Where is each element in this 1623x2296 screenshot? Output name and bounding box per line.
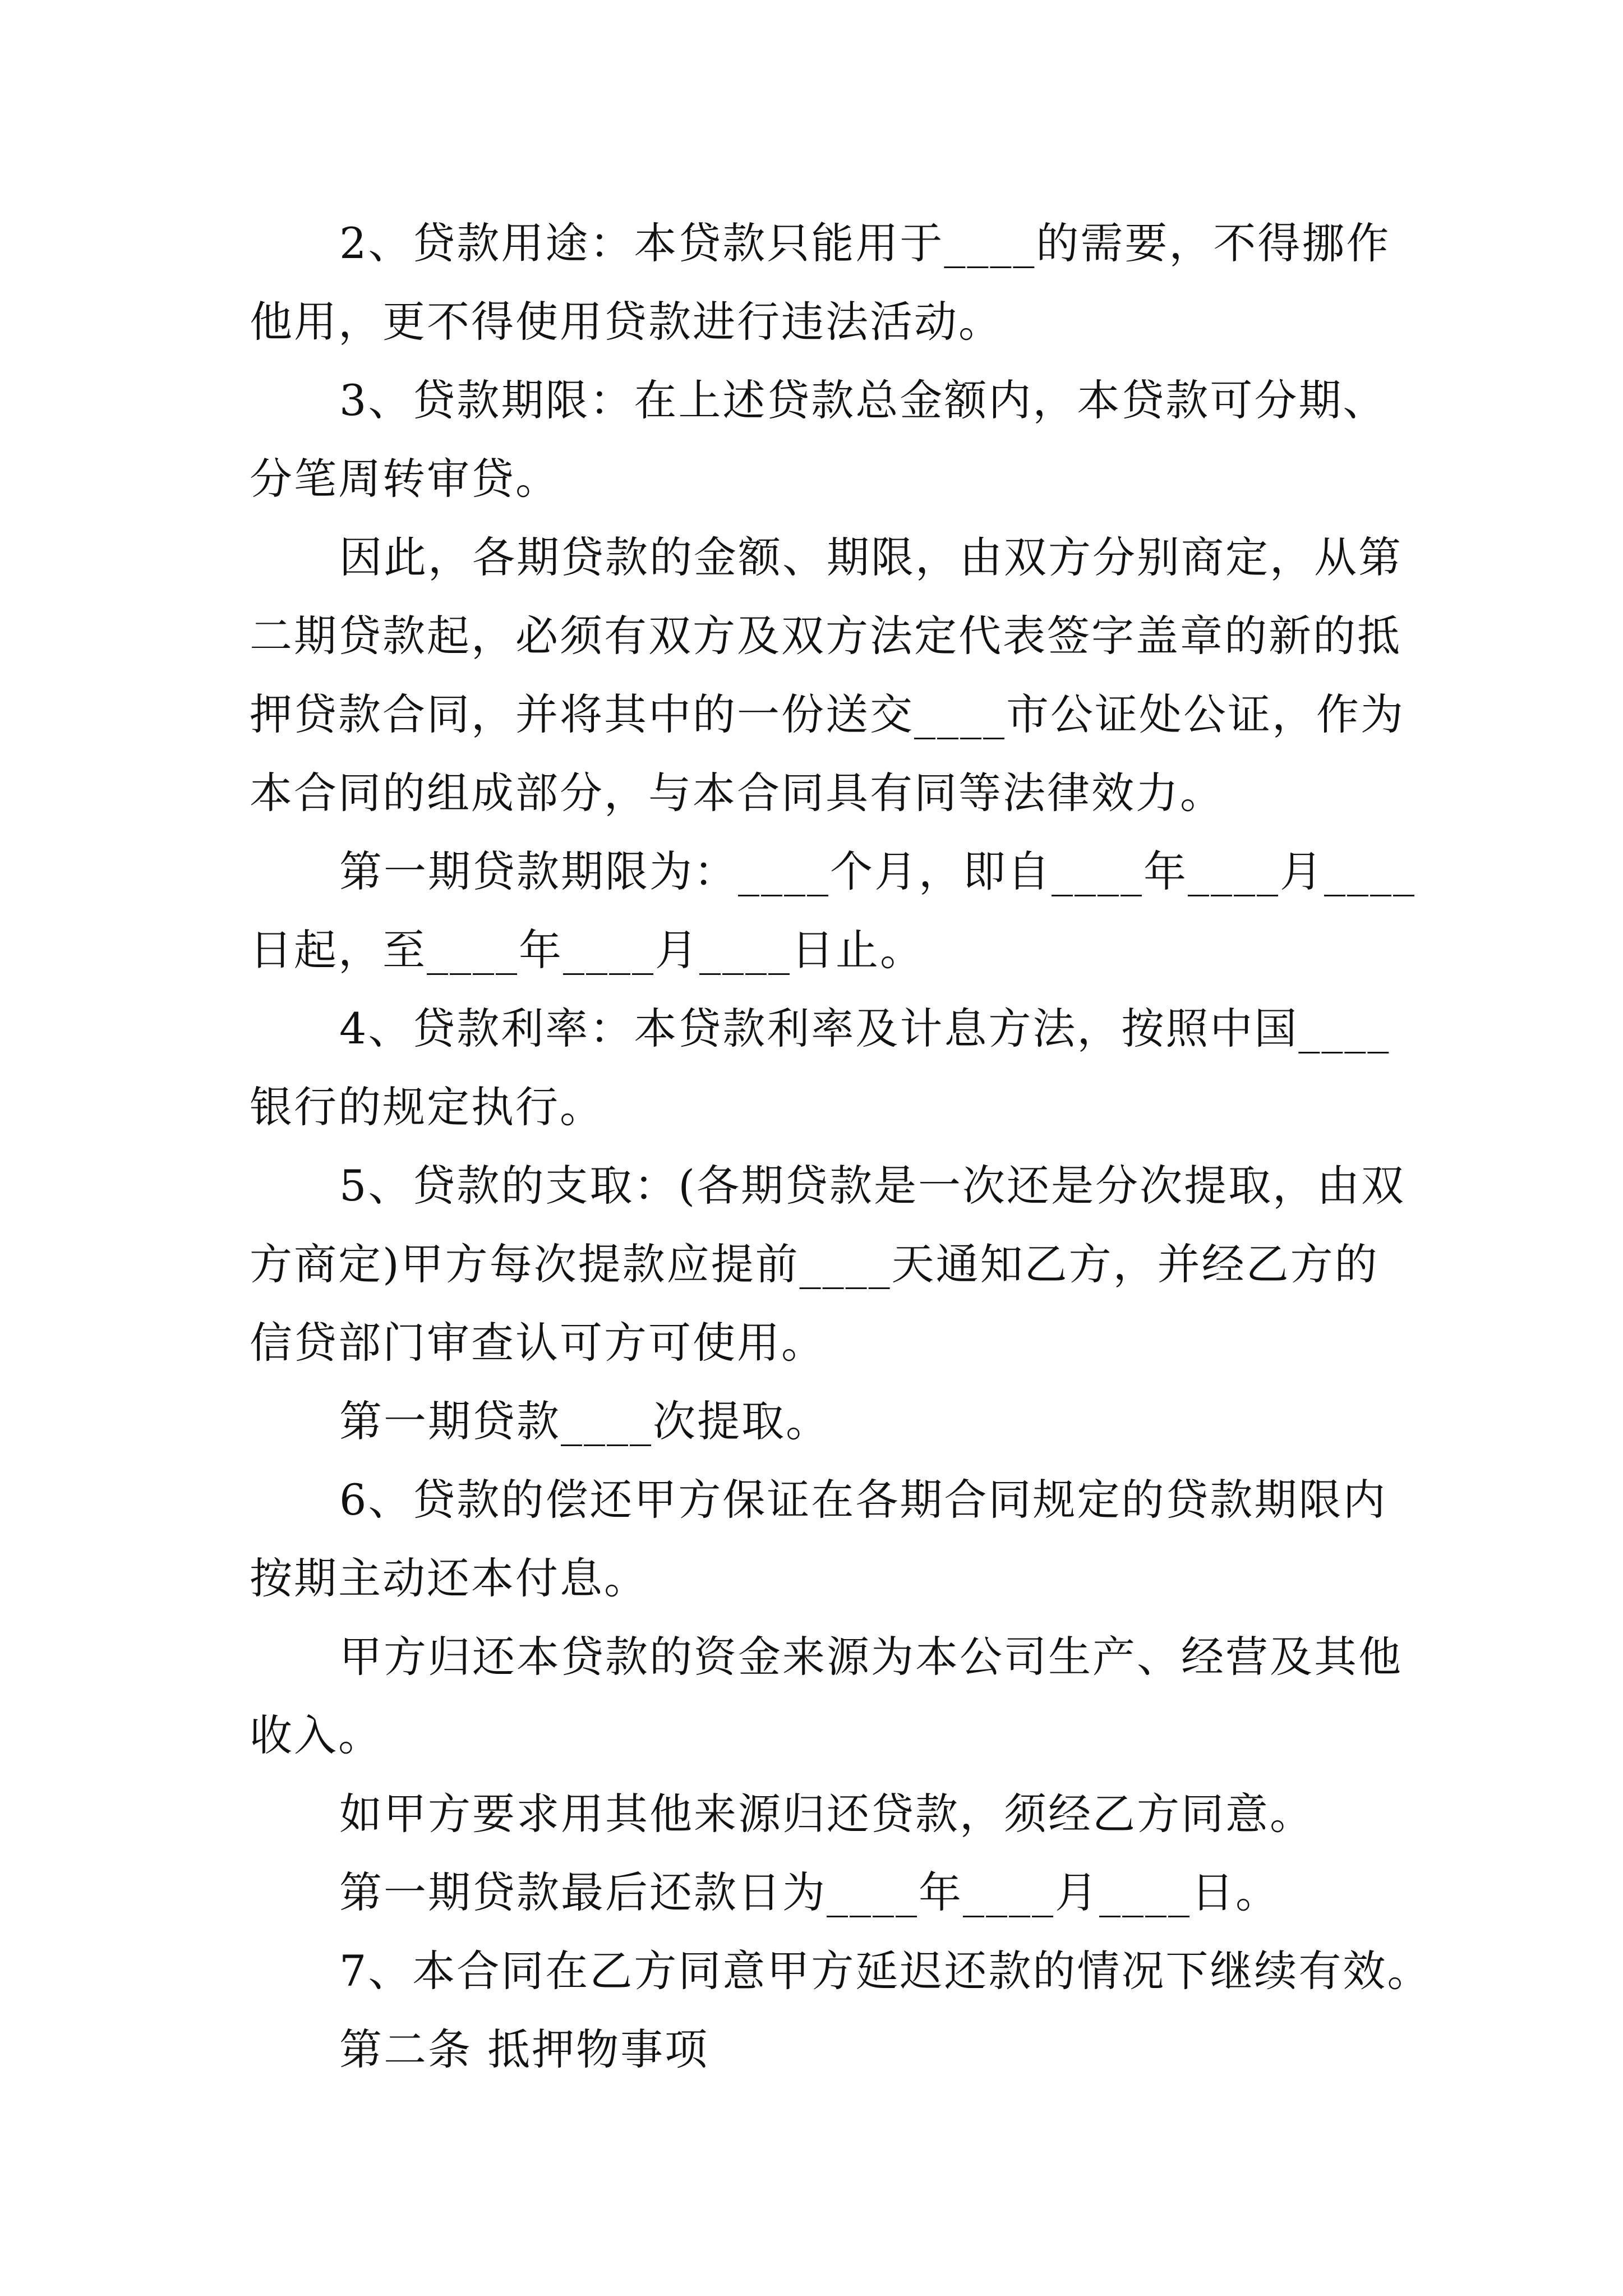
text-line-5: 因此，各期贷款的金额、期限，由双方分别商定，从第 bbox=[339, 532, 1403, 582]
text-line-1: 2、贷款用途：本贷款只能用于____的需要，不得挪作 bbox=[339, 218, 1391, 268]
text-line-9: 第一期贷款期限为：____个月，即自____年____月____ bbox=[339, 846, 1416, 896]
text-line-17: 6、贷款的偿还甲方保证在各期合同规定的贷款期限内 bbox=[339, 1475, 1387, 1525]
text-line-24: 第二条 抵押物事项 bbox=[339, 2024, 709, 2074]
text-line-11: 4、贷款利率：本贷款利率及计息方法，按照中国____ bbox=[339, 1004, 1391, 1053]
text-line-10: 日起，至____年____月____日止。 bbox=[250, 925, 924, 975]
text-line-14: 方商定)甲方每次提款应提前____天通知乙方，并经乙方的 bbox=[250, 1239, 1379, 1289]
text-line-13: 5、贷款的支取：(各期贷款是一次还是分次提取，由双 bbox=[339, 1161, 1406, 1211]
text-line-18: 按期主动还本付息。 bbox=[250, 1553, 648, 1603]
text-line-16: 第一期贷款____次提取。 bbox=[339, 1396, 830, 1446]
text-line-3: 3、贷款期限：在上述贷款总金额内，本贷款可分期、 bbox=[339, 375, 1387, 425]
text-line-12: 银行的规定执行。 bbox=[250, 1082, 604, 1132]
text-line-8: 本合同的组成部分，与本合同具有同等法律效力。 bbox=[250, 768, 1224, 818]
text-line-22: 第一期贷款最后还款日为____年____月____日。 bbox=[339, 1867, 1280, 1917]
text-line-21: 如甲方要求用其他来源归还贷款，须经乙方同意。 bbox=[339, 1789, 1314, 1839]
text-line-23: 7、本合同在乙方同意甲方延迟还款的情况下继续有效。 bbox=[339, 1946, 1432, 1996]
text-line-15: 信贷部门审查认可方可使用。 bbox=[250, 1318, 826, 1368]
text-line-19: 甲方归还本贷款的资金来源为本公司生产、经营及其他 bbox=[339, 1632, 1403, 1682]
text-line-7: 押贷款合同，并将其中的一份送交____市公证处公证，作为 bbox=[250, 689, 1405, 739]
text-line-2: 他用，更不得使用贷款进行违法活动。 bbox=[250, 297, 1003, 347]
text-line-6: 二期贷款起，必须有双方及双方法定代表签字盖章的新的抵 bbox=[250, 611, 1401, 661]
text-line-20: 收入。 bbox=[250, 1710, 382, 1760]
text-line-4: 分笔周转审贷。 bbox=[250, 454, 560, 504]
